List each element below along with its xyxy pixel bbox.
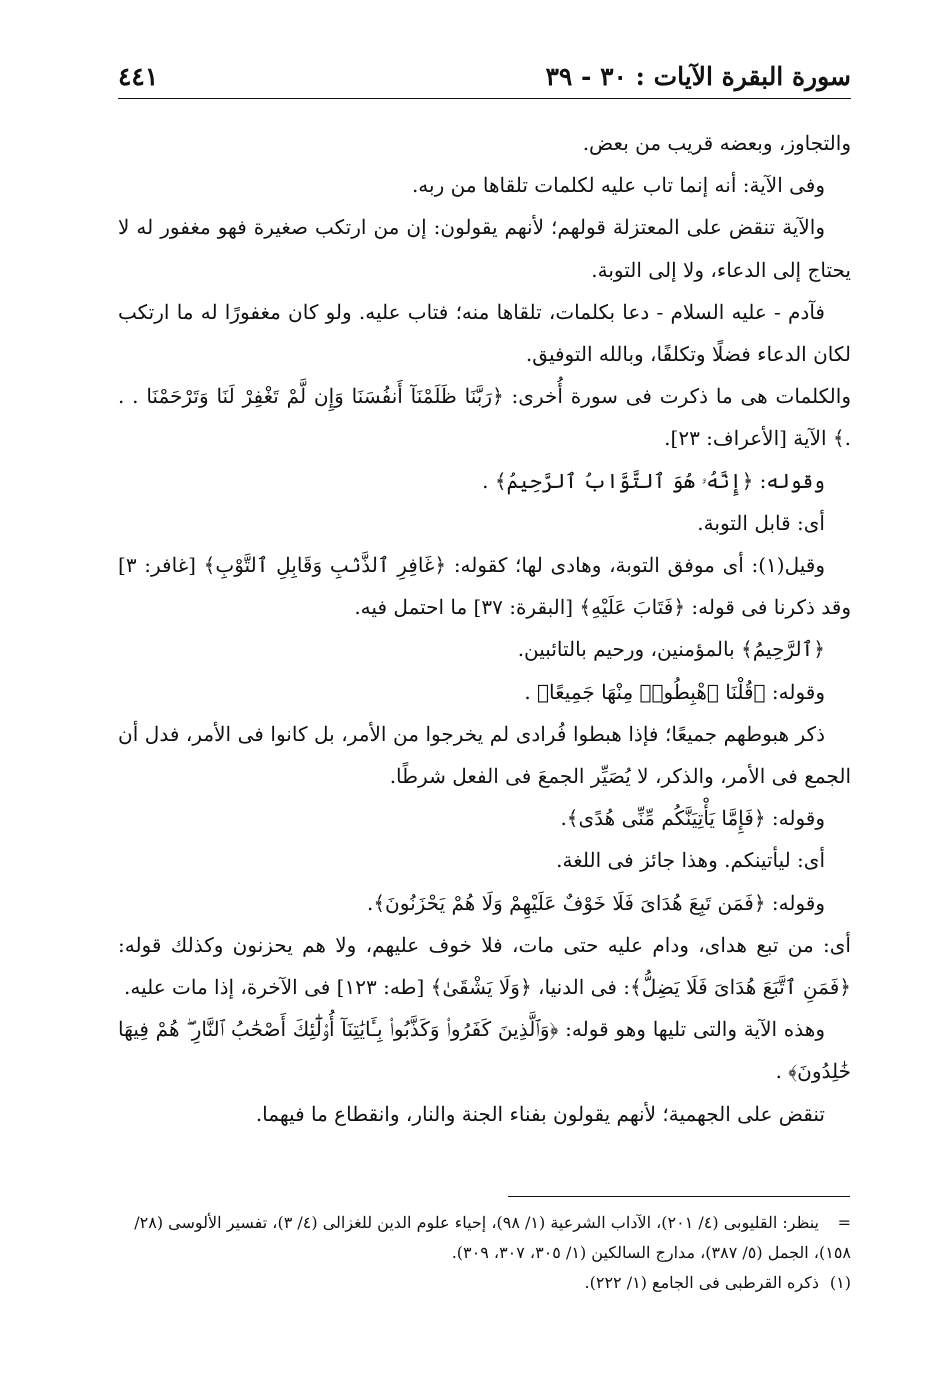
paragraph: والآية تنقض على المعتزلة قولهم؛ لأنهم يقولون: إن من ارتكب صغيرة فهو مغفور له لا يحتاج إلى الدعاء، ولا إلى التوبة. [118, 215, 851, 282]
paragraph: ذكر هبوطهم جميعًا؛ فإذا هبطوا فُرادى لم يخرجوا من الأمر، بل كانوا فى الأمر، فدل أن الجمع فى الأمر، والذكر، لا يُصَيِّر الجمعَ فى الفعل شرطًا. [118, 721, 851, 789]
paragraph: وقوله: ﴿إِنَّهُۥ هُوَ ٱلتَّوَّابُ ٱلرَّحِيمُ﴾ . [482, 468, 825, 493]
paragraph: ﴿ٱلرَّحِيمُ﴾ بالمؤمنين، ورحيم بالتائبين. [517, 637, 825, 662]
footnote-mark: (١) [829, 1273, 851, 1292]
footnote [118, 1268, 851, 1298]
running-header [118, 58, 851, 99]
footnote-mark: = [837, 1213, 851, 1232]
paragraph: تنقض على الجهمية؛ لأنهم يقولون بفناء الجنة والنار، وانقطاع ما فيهما. [255, 1101, 825, 1126]
footnote [118, 1208, 851, 1268]
paragraph: وقيل(١): أى موفق التوبة، وهادى لها؛ كقوله: ﴿غَافِرِ ٱلذَّنۢبِ وَقَابِلِ ٱلتَّوْبِ﴾ [غافر: ٣] وقد ذكرنا فى قوله: ﴿فَتَابَ عَلَيْهِ﴾ [البقرة: ٣٧] ما احتمل فيه. [118, 553, 851, 620]
paragraph: وقوله: ﴿قُلْنَا ٱهْبِطُوا۟ مِنْهَا جَمِيعًا﴾ . [524, 679, 825, 704]
paragraph: أى: قابل التوبة. [697, 510, 825, 535]
paragraph: أى: من تبع هداى، ودام عليه حتى مات، فلا خوف عليهم، ولا هم يحزنون وكذلك قوله: ﴿فَمَنِ ٱتَّبَعَ هُدَاىَ فَلَا يَضِلُّ﴾: فى الدنيا، ﴿وَلَا يَشْقَىٰ﴾ [طه: ١٢٣] فى الآخرة، إذا مات عليه. [118, 932, 851, 1000]
paragraph: وقوله: ﴿فَمَن تَبِعَ هُدَاىَ فَلَا خَوْفٌ عَلَيْهِمْ وَلَا هُمْ يَحْزَنُونَ﴾. [366, 890, 825, 915]
footnotes [118, 1208, 851, 1298]
paragraph: وقوله: ﴿فَإِمَّا يَأْتِيَنَّكُم مِّنِّى هُدًى﴾. [560, 806, 825, 831]
paragraph: أى: ليأتينكم. وهذا جائز فى اللغة. [556, 848, 825, 873]
paragraph: وهذه الآية والتى تليها وهو قوله: ﴿وَٱلَّذِينَ كَفَرُوا۟ وَكَذَّبُوا۟ بِـَٔايَٰتِنَآ أُو۟لَٰٓئِكَ أَصْحَٰبُ ٱلنَّارِ ۖ هُمْ فِيهَا خَٰلِدُونَ﴾ . [118, 1017, 851, 1084]
paragraph: والكلمات هى ما ذكرت فى سورة أُخرى: ﴿رَبَّنَا ظَلَمْنَآ أَنفُسَنَا وَإِن لَّمْ تَغْفِرْ لَنَا وَتَرْحَمْنَا . . .﴾ الآية [الأعراف: ٢٣]. [118, 384, 851, 451]
paragraph: فآدم - عليه السلام - دعا بكلمات، تلقاها منه؛ فتاب عليه. ولو كان مغفورًا له ما ارتكب لكان الدعاء فضلًا وتكلفًا، وبالله التوفيق. [118, 299, 851, 367]
paragraph: والتجاوز، وبعضه قريب من بعض. [582, 131, 851, 155]
footnote-separator [508, 1196, 850, 1197]
header-title: سورة البقرة الآيات : ٣٠ - ٣٩ [545, 62, 851, 91]
footnote-text: ينظر: القليوبى (٤/ ٢٠١)، الآداب الشرعية (١/ ٩٨)، إحياء علوم الدين للغزالى (٤/ ٣)، تفسير الألوسى (٢٨/ ١٥٨)، الجمل (٥/ ٣٨٧)، مدارج السالكين (١/ ٣٠٥، ٣٠٧، ٣٠٩). [134, 1213, 851, 1262]
paragraph: وفى الآية: أنه إنما تاب عليه لكلمات تلقاها من ربه. [411, 173, 825, 198]
main-text [118, 122, 851, 1135]
footnote-text: ذكره القرطبى فى الجامع (١/ ٢٢٢). [584, 1273, 819, 1292]
page-number: ٤٤١ [118, 62, 159, 91]
